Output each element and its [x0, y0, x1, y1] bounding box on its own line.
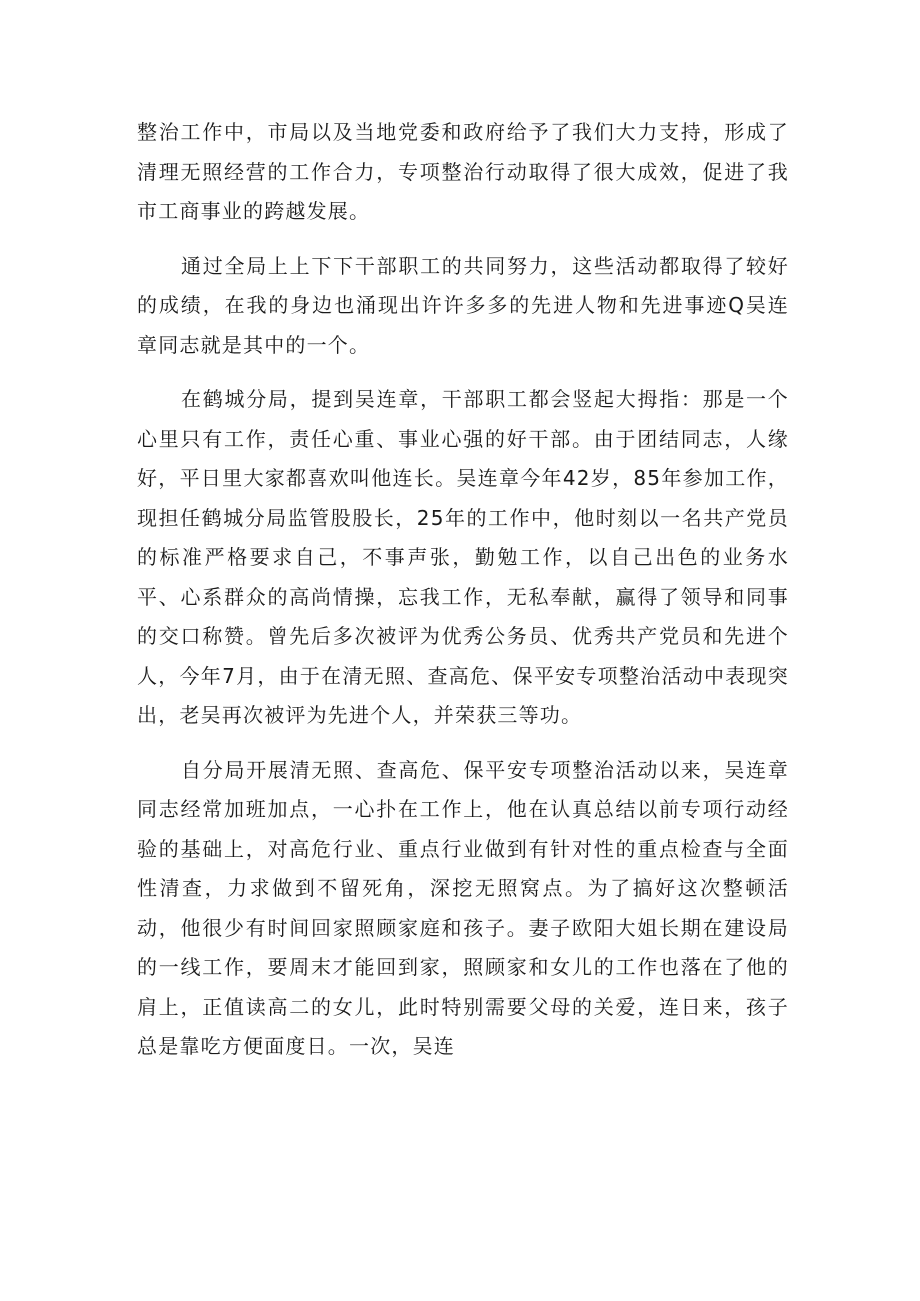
paragraph-continuation: 整治工作中，市局以及当地党委和政府给予了我们大力支持，形成了清理无照经营的工作合力，专项整治行动取得了很大成效，促进了我市工商事业的跨越发展。 [137, 120, 789, 223]
document-body [137, 113, 789, 1082]
paragraph-wu-lianzhang-profile: 在鹤城分局，提到吴连章，干部职工都会竖起大拇指：那是一个心里只有工作，责任心重、事业心强的好干部。由于团结同志，人缘好，平日里大家都喜欢叫他连长。吴连章今年42岁，85年参加工作，现担任鹤城分局监管股股长，25年的工作中，他时刻以一名共产党员的标准严格要求自己，不事声张，勤勉工作，以自己出色的业务水平、心系群众的高尚情操，忘我工作，无私奉献，赢得了领导和同事的交口称赞。曾先后多次被评为优秀公务员、优秀共产党员和先进个人，今年7月，由于在清无照、查高危、保平安专项整治活动中表现突出，老吴再次被评为先进个人，并荣获三等功。 [137, 387, 789, 727]
paragraph-rectification-campaign: 自分局开展清无照、查高危、保平安专项整治活动以来，吴连章同志经常加班加点，一心扑在工作上，他在认真总结以前专项行动经验的基础上，对高危行业、重点行业做到有针对性的重点检查与全面性清查，力求做到不留死角，深挖无照窝点。为了搞好这次整顿活动，他很少有时间回家照顾家庭和孩子。妻子欧阳大姐长期在建设局的一线工作，要周末才能回到家，照顾家和女儿的工作也落在了他的肩上，正值读高二的女儿，此时特别需要父母的关爱，连日来，孩子总是靠吃方便面度日。一次，吴连 [137, 757, 789, 1058]
paragraph-joint-effort: 通过全局上上下下干部职工的共同努力，这些活动都取得了较好的成绩，在我的身边也涌现出许许多多的先进人物和先进事迹Q吴连章同志就是其中的一个。 [137, 253, 789, 357]
